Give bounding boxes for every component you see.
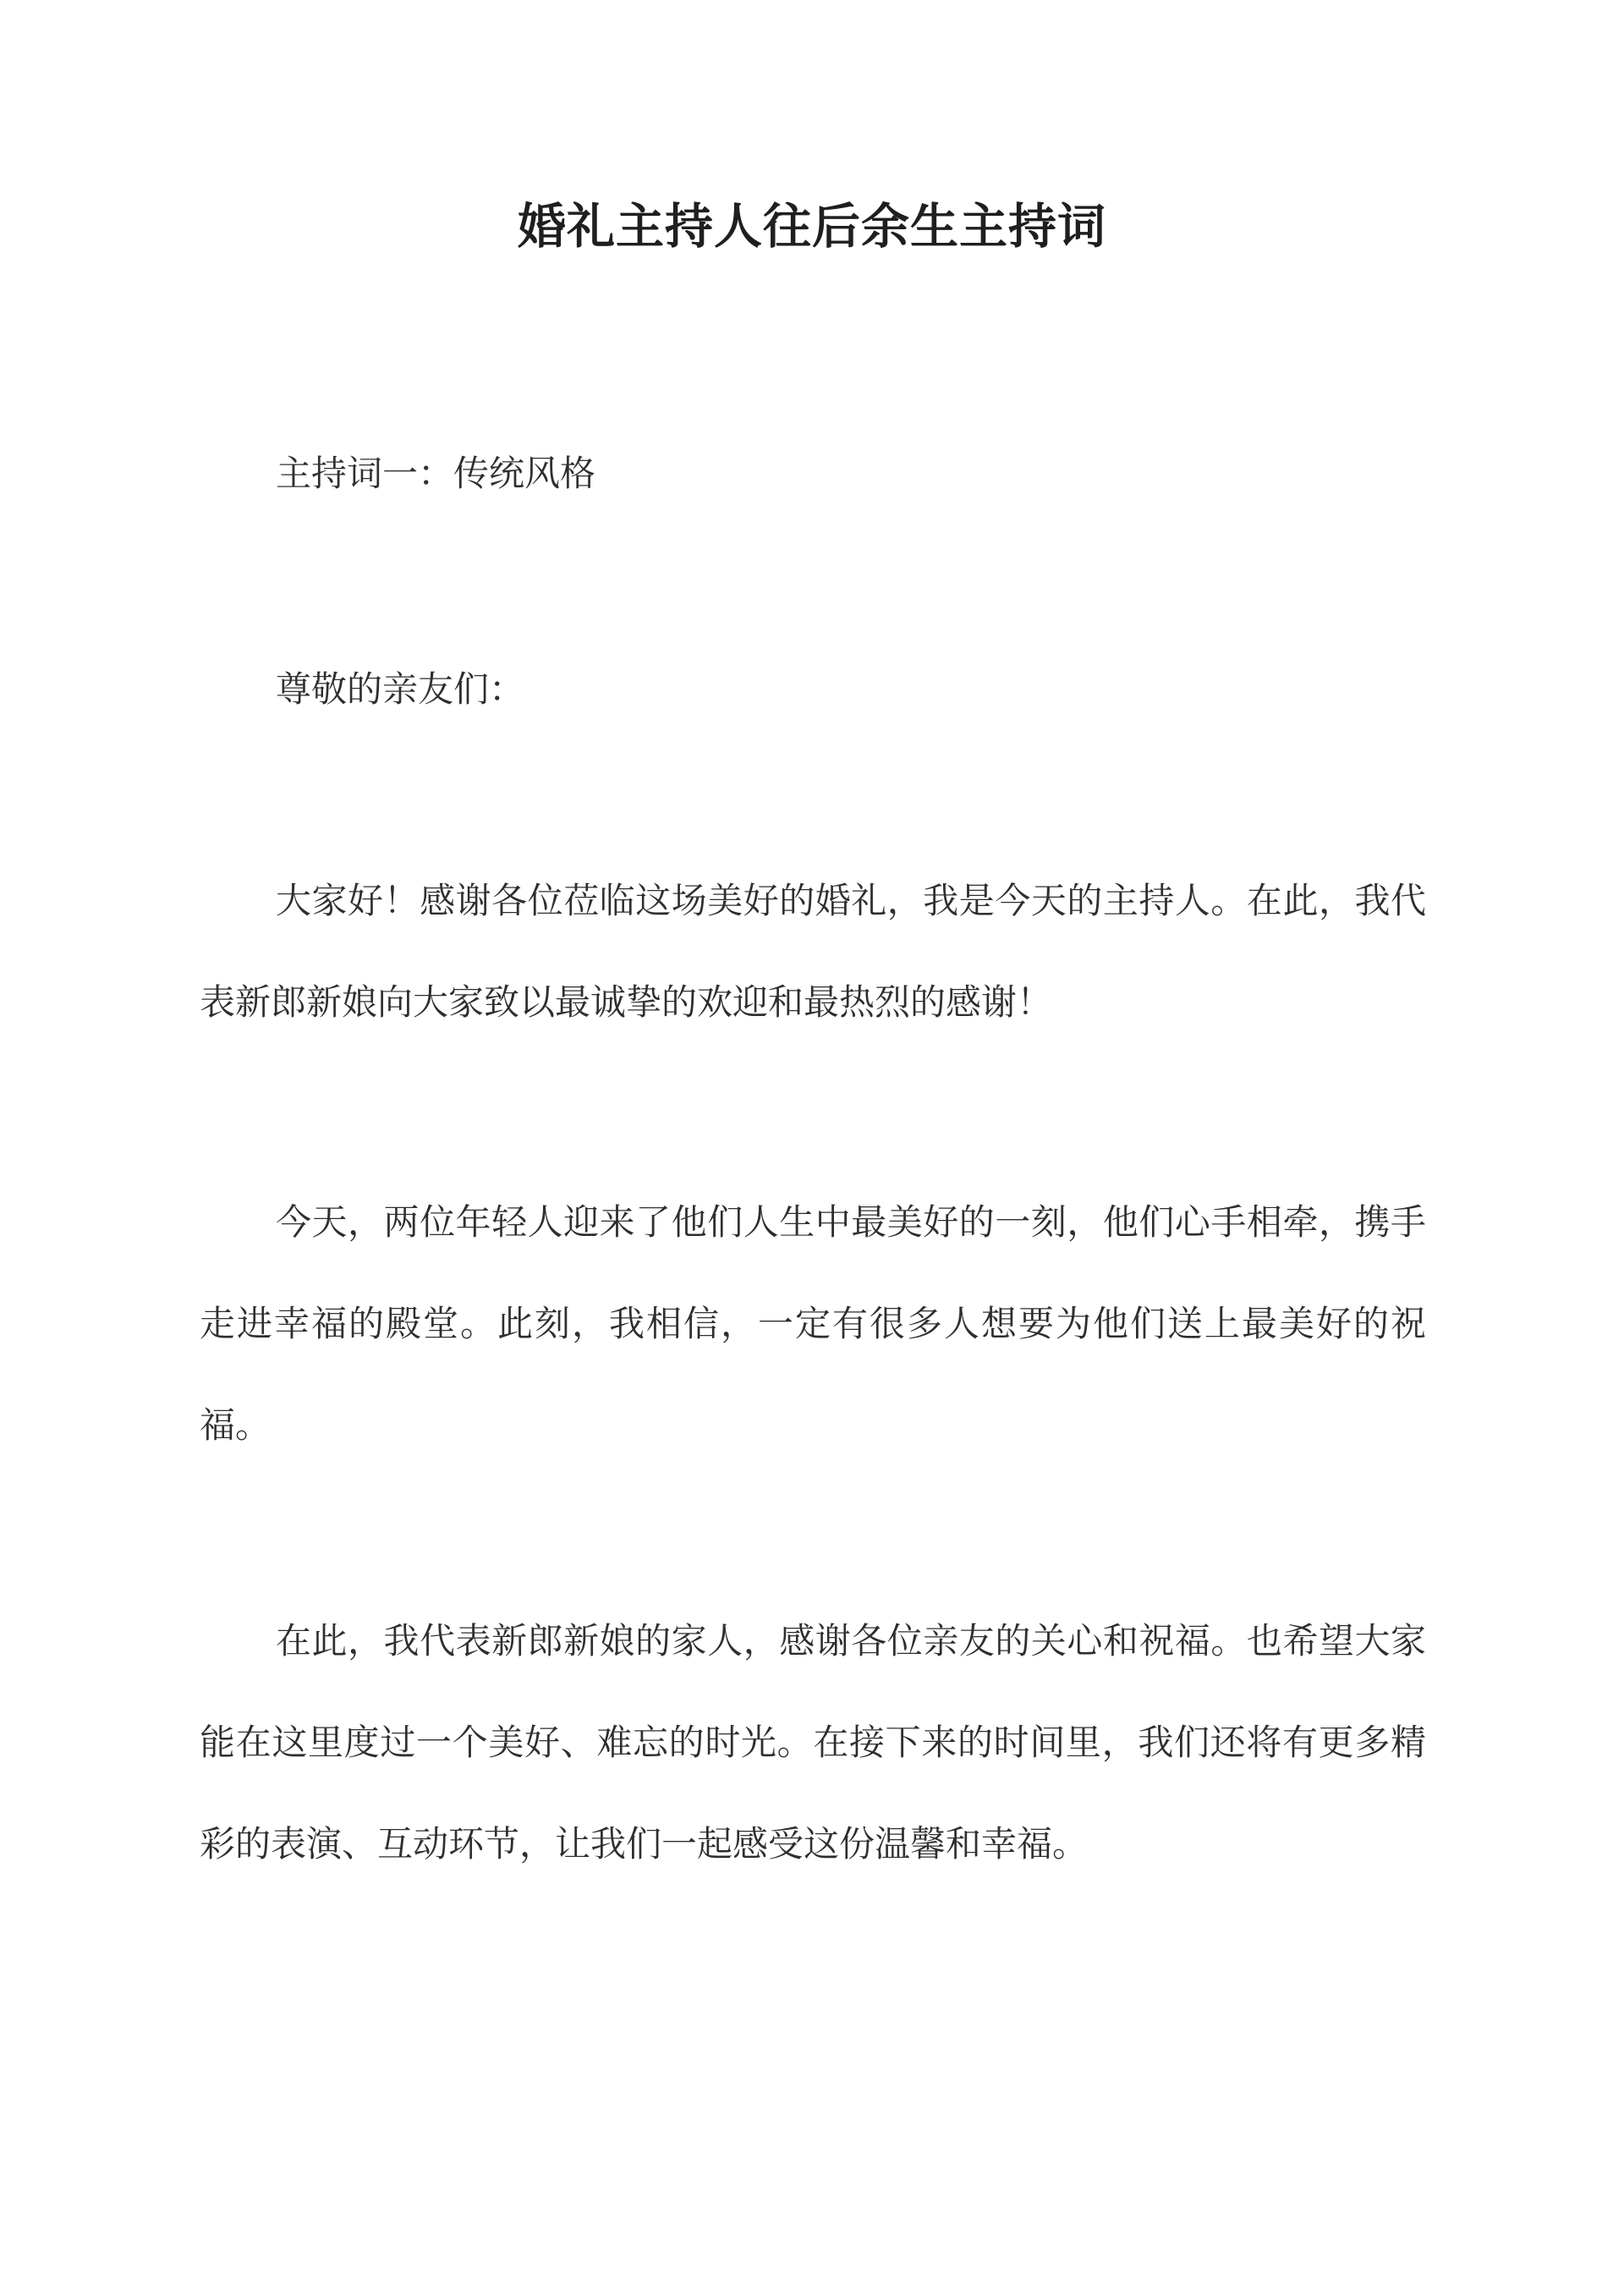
greeting-line: 尊敬的亲友们： xyxy=(276,668,525,710)
paragraph-welcome: 大家好！感谢各位莅临这场美好的婚礼，我是今天的主持人。在此，我代表新郎新娘向大家致以最诚挚的欢迎和最热烈的感谢！ xyxy=(200,880,1426,1023)
document-title: 婚礼主持人往后余生主持词 xyxy=(518,198,1106,255)
section-heading: 主持词一：传统风格 xyxy=(276,453,596,494)
paragraph-blessing: 今天，两位年轻人迎来了他们人生中最美好的一刻，他们心手相牵，携手走进幸福的殿堂。此刻，我相信，一定有很多人想要为他们送上最美好的祝福。 xyxy=(200,1201,1426,1446)
paragraph-thanks: 在此，我代表新郎新娘的家人，感谢各位亲友的关心和祝福。也希望大家能在这里度过一个美好、难忘的时光。在接下来的时间里，我们还将有更多精彩的表演、互动环节，让我们一起感受这份温馨和幸福。 xyxy=(200,1620,1426,1865)
